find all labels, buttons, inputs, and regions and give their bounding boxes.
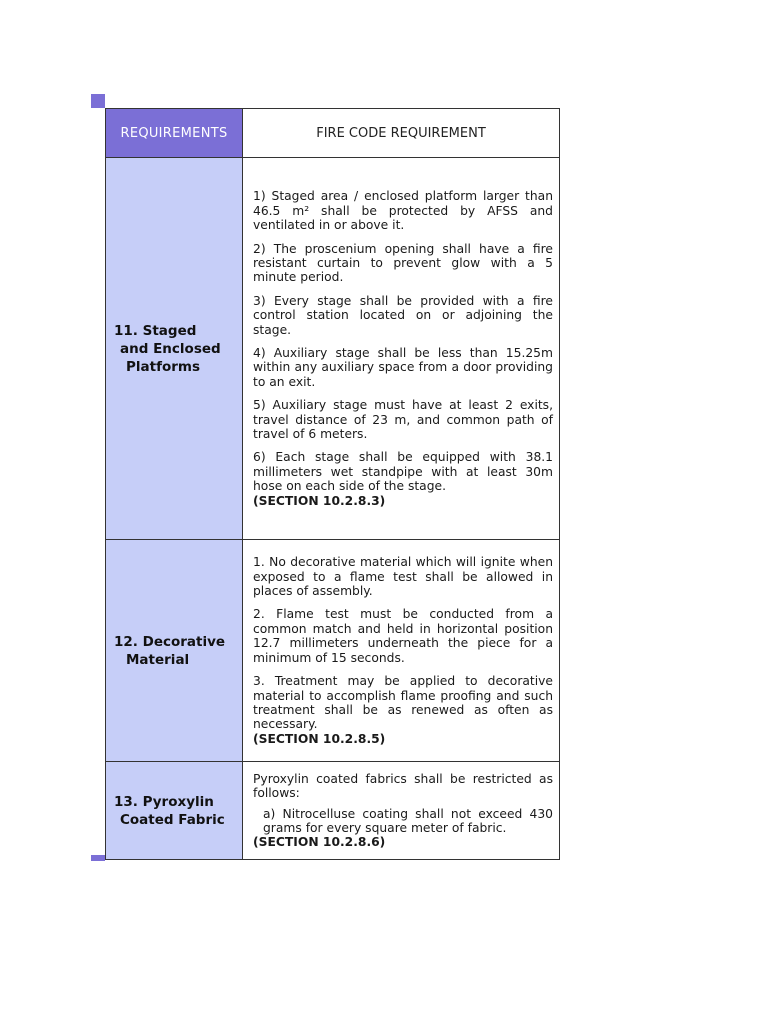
section-reference: (SECTION 10.2.8.5) xyxy=(253,731,386,746)
requirement-item: 2) The proscenium opening shall have a fire resistant curtain to prevent glow with a 5 minute period. xyxy=(253,241,553,285)
table-row xyxy=(106,762,560,860)
label-line: Platforms xyxy=(126,358,200,375)
requirement-item: 3) Every stage shall be provided with a fire control station located on or adjoining the stage. xyxy=(253,293,553,337)
requirement-item: 1. No decorative material which will ignite when exposed to a flame test shall be allowed in places of assembly. xyxy=(253,555,553,599)
fire-code-cell xyxy=(243,158,560,540)
requirement-item: 6) Each stage shall be equipped with 38.1 millimeters wet standpipe with at least 30m hose on each side of the stage. xyxy=(253,450,553,494)
table-row xyxy=(106,158,560,540)
requirement-item: a) Nitrocelluse coating shall not exceed 430 grams for every square meter of fabric. xyxy=(263,806,553,835)
fire-code-table xyxy=(105,108,560,860)
requirement-item: 4) Auxiliary stage shall be less than 15.25m within any auxiliary space from a door providing to an exit. xyxy=(253,346,553,389)
corner-mark-top xyxy=(91,94,105,108)
label-line: 11. Staged xyxy=(114,322,197,339)
requirement-label xyxy=(106,762,243,860)
fire-code-header: FIRE CODE REQUIREMENT xyxy=(243,109,560,158)
table-row xyxy=(106,540,560,762)
table-header-row xyxy=(106,109,560,158)
requirement-item: 5) Auxiliary stage must have at least 2 exits, travel distance of 23 m, and common path of travel of 6 meters. xyxy=(253,398,553,442)
requirement-item: Pyroxylin coated fabrics shall be restricted as follows: xyxy=(253,771,553,801)
label-line: and Enclosed xyxy=(120,340,221,357)
section-reference: (SECTION 10.2.8.6) xyxy=(253,835,386,850)
requirement-item: 2. Flame test must be conducted from a common match and held in horizontal position 12.7 millimeters underneath the piece for a minimum of 15 seconds. xyxy=(253,607,553,665)
requirements-header: REQUIREMENTS xyxy=(106,109,243,158)
label-line: Coated Fabric xyxy=(120,811,225,828)
label-line: 13. Pyroxylin xyxy=(114,793,214,810)
requirement-label xyxy=(106,158,243,540)
requirement-label xyxy=(106,540,243,762)
requirement-item: 3. Treatment may be applied to decorative material to accomplish flame proofing and such treatment shall be as renewed as often as necessary. xyxy=(253,674,553,732)
fire-code-cell xyxy=(243,540,560,762)
fire-code-cell xyxy=(243,762,560,860)
corner-mark-bottom xyxy=(91,855,105,861)
label-line: 12. Decorative xyxy=(114,633,226,650)
label-line: Material xyxy=(126,651,190,668)
section-reference: (SECTION 10.2.8.3) xyxy=(253,493,386,508)
requirement-item: 1) Staged area / enclosed platform larger than 46.5 m² shall be protected by AFSS and ventilated in or above it. xyxy=(253,189,553,233)
